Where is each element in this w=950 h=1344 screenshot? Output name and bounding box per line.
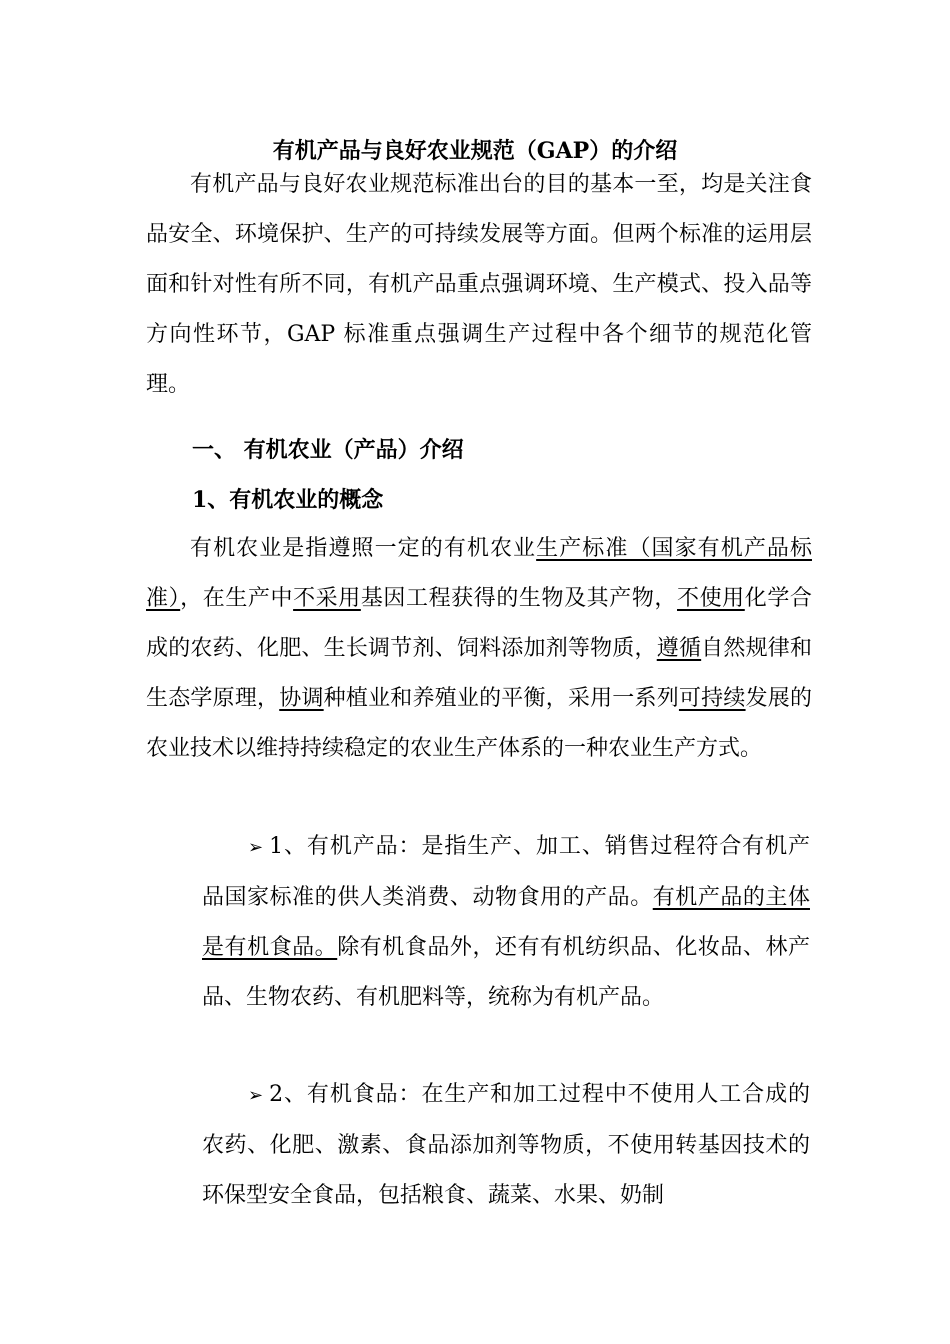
concept-text: 自然规律和生态学原理， <box>146 636 812 711</box>
bullet-text: 1、有机产品：是指生产、加工、销售过程符合有机产品国家标准的供人类消费、动物食用的产品。 <box>202 834 810 910</box>
bullet-text: 除有机食品外，还有有机纺织品、化妆品、林产品、生物农药、有机肥料等，统称为有机产品。 <box>202 935 810 1010</box>
concept-underline: 不使用 <box>677 586 745 611</box>
document-title: 有机产品与良好农业规范（GAP）的介绍 <box>272 138 678 164</box>
concept-text: 有机农业是指遵照一定的有机农业 <box>190 536 537 561</box>
concept-underline: 协调 <box>279 686 324 711</box>
concept-text: ，在生产中 <box>180 586 294 611</box>
arrow-bullet-icon: ➢ <box>248 837 264 858</box>
concept-underline: 遵循 <box>656 636 702 661</box>
bullet-item-organic-products <box>202 822 810 1023</box>
bullet-item-organic-food <box>202 1070 810 1221</box>
bullet-underline: 有机产品的主体是有机食品。 <box>202 885 810 960</box>
bullet-text: 2、有机食品：在生产和加工过程中不使用人工合成的农药、化肥、激素、食品添加剂等物质，不使用转基因技术的环保型安全食品，包括粮食、蔬菜、水果、奶制 <box>202 1082 810 1208</box>
concept-paragraph <box>146 524 812 774</box>
concept-underline: 生产标准（国家有机产品标准） <box>146 536 812 611</box>
concept-text: 发展的农业技术以维持持续稳定的农业生产体系的一种农业生产方式。 <box>146 686 812 761</box>
section-heading: 一、 有机农业（产品）介绍 <box>192 437 464 463</box>
subsection-heading: 1、有机农业的概念 <box>192 487 384 513</box>
concept-text: 基因工程获得的生物及其产物， <box>360 586 678 611</box>
concept-underline: 可持续 <box>678 686 746 711</box>
concept-text: 化学合成的农药、化肥、生长调节剂、饲料添加剂等物质， <box>146 586 812 661</box>
concept-underline: 不采用 <box>293 586 361 611</box>
intro-paragraph: 有机产品与良好农业规范标准出台的目的基本一至，均是关注食品安全、环境保护、生产的可持续发展等方面。但两个标准的运用层面和针对性有所不同，有机产品重点强调环境、生产模式、投入品等方向性环节，GAP 标准重点强调生产过程中各个细节的规范化管理。 <box>146 172 812 397</box>
concept-text: 种植业和养殖业的平衡，采用一系列 <box>323 686 679 711</box>
arrow-bullet-icon: ➢ <box>248 1085 264 1106</box>
